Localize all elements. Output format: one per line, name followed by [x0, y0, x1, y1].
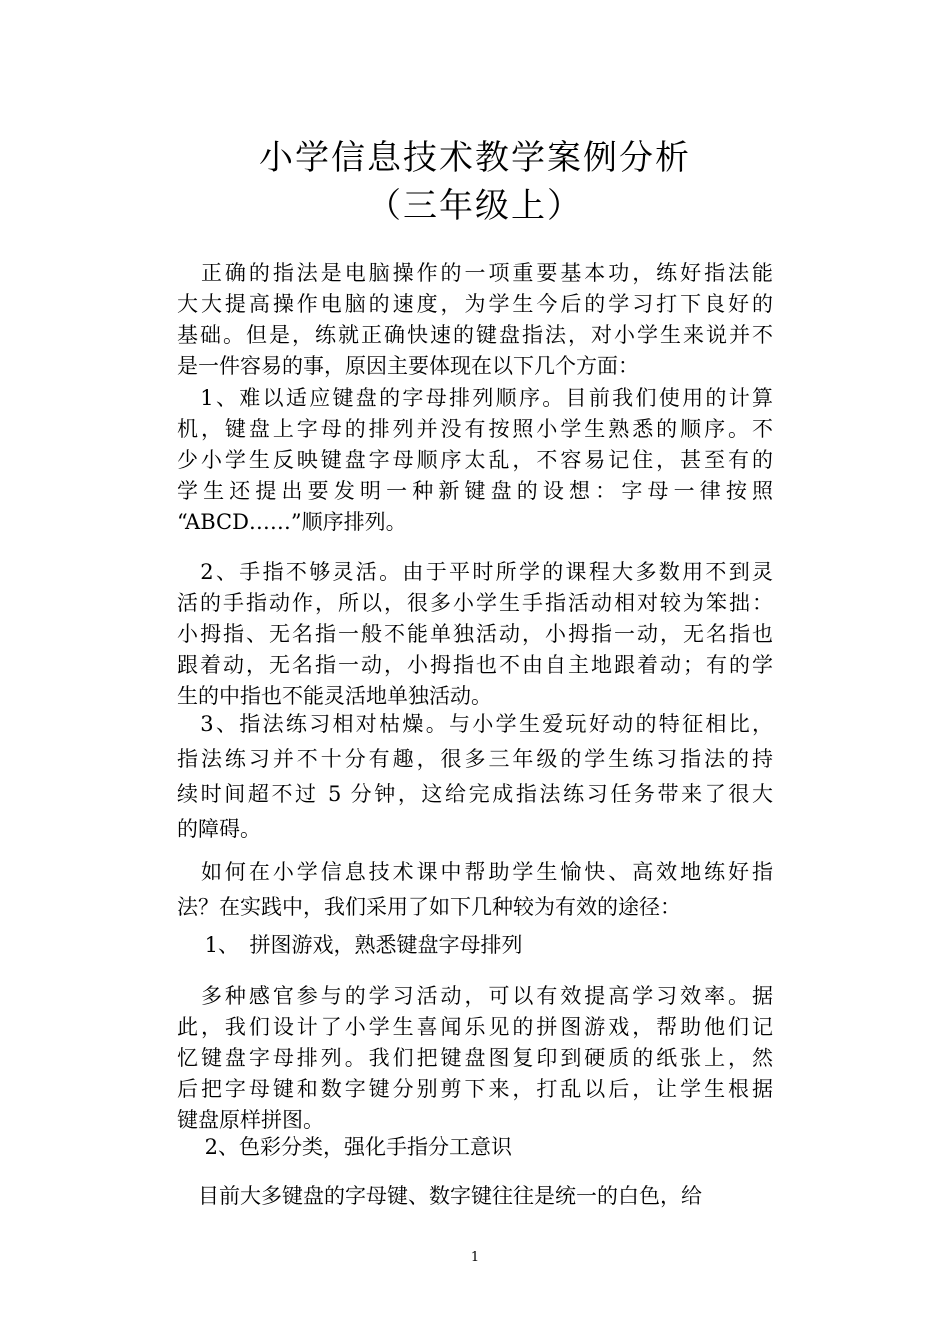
text-line: 指法练习并不十分有趣，很多三年级的学生练习指法的持 [177, 747, 773, 771]
text-line: “ABCD……”顺序排列。 [177, 510, 407, 534]
document-title: 小学信息技术教学案例分析 [259, 138, 691, 178]
paragraph [177, 258, 773, 382]
text-line: 是一件容易的事，原因主要体现在以下几个方面： [177, 354, 639, 378]
text-line: 正确的指法是电脑操作的一项重要基本功，练好指法能 [177, 261, 773, 285]
paragraph [177, 1181, 773, 1212]
text-line: 基础。但是，练就正确快速的键盘指法，对小学生来说并不 [177, 323, 773, 347]
text-line: 2、色彩分类，强化手指分工意识 [177, 1135, 513, 1159]
paragraph [177, 383, 773, 538]
text-line: 生的中指也不能灵活地单独活动。 [177, 684, 492, 708]
text-line: 后把字母键和数字键分别剪下来，打乱以后，让学生根据 [177, 1077, 773, 1101]
text-line: 键盘原样拼图。 [177, 1108, 324, 1132]
page-number: 1 [470, 1250, 480, 1265]
text-line: 此，我们设计了小学生喜闻乐见的拼图游戏，帮助他们记 [177, 1015, 773, 1039]
text-line: 1、难以适应键盘的字母排列顺序。目前我们使用的计算 [177, 386, 773, 410]
text-line: 多种感官参与的学习活动，可以有效提高学习效率。据 [177, 984, 773, 1008]
paragraph [177, 981, 773, 1136]
text-line: 机，键盘上字母的排列并没有按照小学生熟悉的顺序。不 [177, 417, 773, 441]
paragraph [177, 930, 773, 961]
paragraph [177, 855, 773, 925]
text-line: 1、 拼图游戏，熟悉键盘字母排列 [177, 933, 523, 957]
text-line: 活的手指动作，所以，很多小学生手指活动相对较为笨拙： [177, 591, 773, 615]
paragraph [177, 1132, 773, 1163]
text-line: 目前大多键盘的字母键、数字键往往是统一的白色，给 [177, 1184, 702, 1208]
text-line: 小拇指、无名指一般不能单独活动，小拇指一动，无名指也 [177, 622, 773, 646]
text-line: 的障碍。 [177, 817, 261, 841]
text-line: 2、手指不够灵活。由于平时所学的课程大多数用不到灵 [177, 560, 773, 584]
paragraph [177, 707, 773, 847]
text-line: 学生还提出要发明一种新键盘的设想：字母一律按照 [177, 479, 773, 503]
document-subtitle: （三年级上） [367, 186, 583, 226]
text-line: 如何在小学信息技术课中帮助学生愉快、高效地练好指 [177, 860, 773, 884]
text-line: 少小学生反映键盘字母顺序太乱，不容易记住，甚至有的 [177, 448, 773, 472]
text-line: 续时间超不过 5 分钟，这给完成指法练习任务带来了很大 [177, 782, 773, 806]
text-line: 3、指法练习相对枯燥。与小学生爱玩好动的特征相比， [177, 712, 773, 736]
paragraph [177, 557, 773, 712]
text-line: 忆键盘字母排列。我们把键盘图复印到硬质的纸张上，然 [177, 1046, 773, 1070]
text-line: 法？在实践中，我们采用了如下几种较为有效的途径： [177, 895, 681, 919]
text-line: 大大提高操作电脑的速度，为学生今后的学习打下良好的 [177, 292, 773, 316]
text-line: 跟着动，无名指一动，小拇指也不由自主地跟着动；有的学 [177, 653, 773, 677]
